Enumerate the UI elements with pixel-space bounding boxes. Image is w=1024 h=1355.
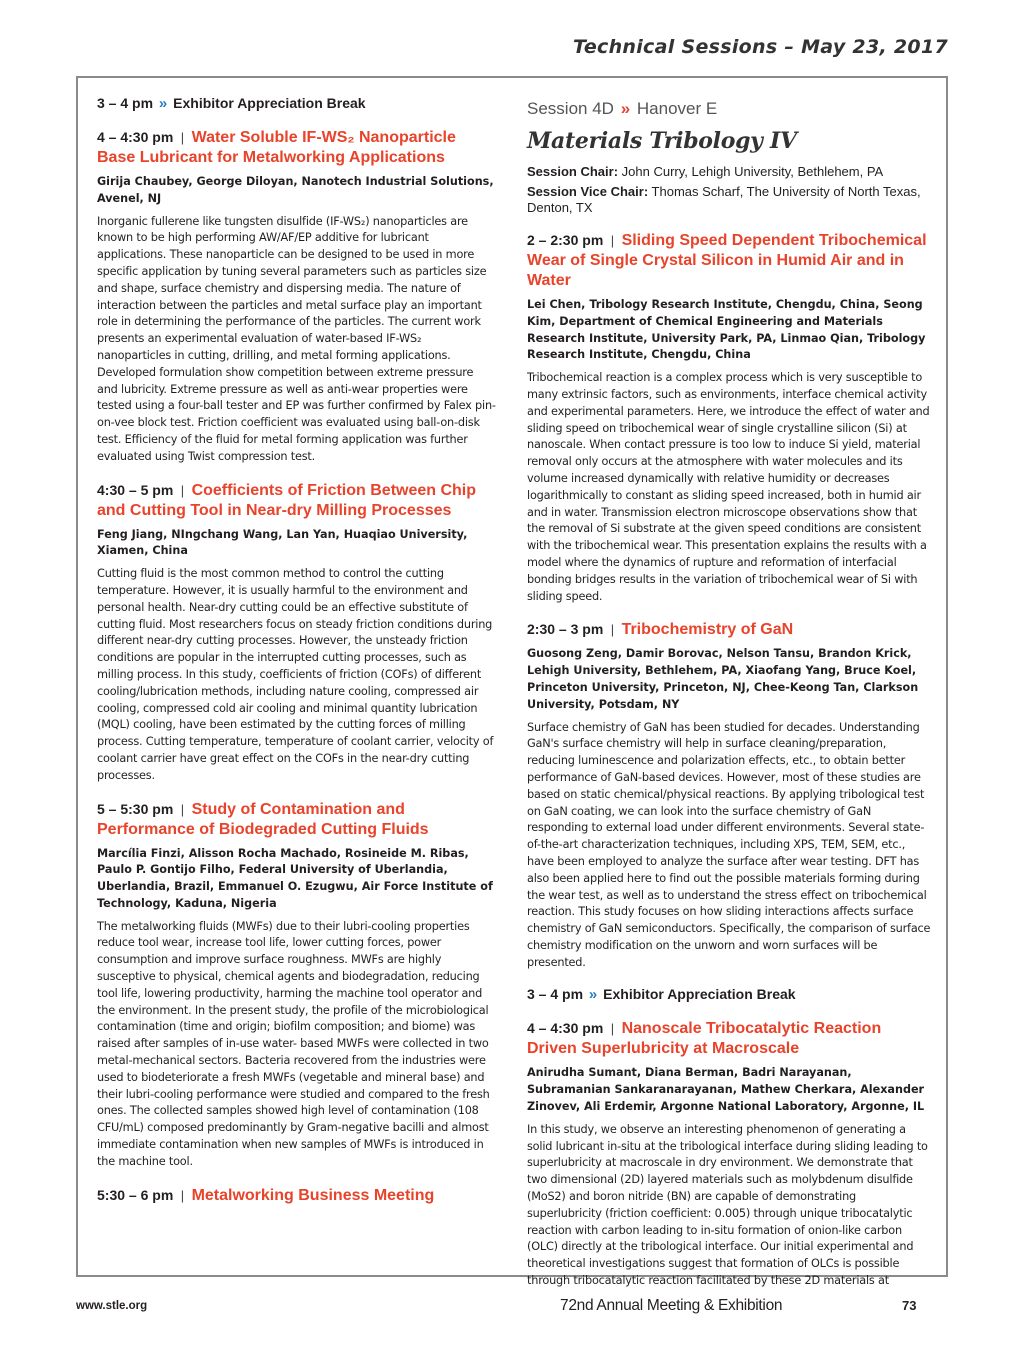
page-header-title: Technical Sessions – May 23, 2017 <box>573 36 948 58</box>
talk-item <box>527 619 931 971</box>
content-frame <box>76 76 948 1288</box>
right-column <box>527 94 931 1304</box>
talk-abstract: Tribochemical reaction is a complex process which is very susceptible to many extrinsic factors, such as environments, interface chemical activity and experimental parameters. Here, we introduce the effect of water and sliding speed on tribochemical wear of single crystalline silicon (Si) at nanoscale. When contact pressure is too low to induce Si yield, material removal only occurs at the atmosphere with water molecules and its volume increased dynamically with relative humidity or decreases logarithmically to constant as sliding speed increased, both in humid air and in water. Transmission electron microscope observations show that the removal of Si substrate at the given speed conditions are consistent with the tribochemical wear. This presentation explains the results with a model where the dynamics of rupture and reformation of interfacial bonding bridges results in the variation of tribochemical wear of Si with sliding speed. <box>527 371 930 603</box>
talk-title: Metalworking Business Meeting <box>191 1186 435 1204</box>
talk-authors: Girija Chaubey, George Diloyan, Nanotech Industrial Solutions, Avenel, NJ <box>97 175 494 205</box>
talk-abstract: Cutting fluid is the most common method to control the cutting temperature. However, it is usually harmful to the environment and personal health. Near-dry cutting could be an effective substitute of cutting fluid. Most researchers focus on steady friction conditions during different near-dry cutting processes. However, the unsteady friction conditions are popular in the interrupted cutting processes, such as milling process. In this study, coefficients of friction (COFs) of different cooling/lubrication methods, including nature cooling, compressed air cooling, compressed cold air cooling and minimal quantity lubrication (MQL) cooling, have been estimated by the cutting forces of milling process. Cutting temperature, temperature of coolant carrier, velocity of coolant carrier have great effect on the COFs in the near-dry cutting processes. <box>97 567 494 782</box>
talk-item <box>97 480 497 785</box>
vice-chair-value: Thomas Scharf, The University of North Texas, Denton, TX <box>527 184 921 215</box>
talk-item <box>527 230 931 605</box>
separator-icon: | <box>180 1187 185 1203</box>
talk-time: 2:30 – 3 pm <box>527 621 604 638</box>
session-label: Session <box>527 99 588 118</box>
session-number: 4D <box>592 99 614 118</box>
separator-icon: | <box>610 622 615 638</box>
chair-label: Session Chair: <box>527 164 619 179</box>
break-label: Exhibitor Appreciation Break <box>603 986 796 1003</box>
separator-icon: | <box>610 1021 615 1037</box>
talk-title: Nanoscale Tribocatalytic Reaction Driven Superlubricity at Macroscale <box>527 1020 882 1058</box>
talk-title: Tribochemistry of GaN <box>621 621 794 639</box>
talk-abstract: In this study, we observe an interesting phenomenon of generating a solid lubricant in-situ at the tribological interface during sliding leading to superlubricity at macroscale in dry environment. We demonstrate that two dimensional (2D) layered materials such as molybdenum disulfide (MoS2) and boron nitride (BN) are capable of demonstrating superlubricity (friction coefficient: 0.005) through unique tribocatalytic reaction with carbon leading to in-situ formation of onion-like carbon (OLC) directly at the tribological interface. Our initial experimental and theoretical investigations suggest that formation of OLCs is possible through tribocatalytic reaction facilitated by these 2D materials at <box>527 1122 928 1288</box>
talk-abstract: The metalworking fluids (MWFs) due to their lubri-cooling properties reduce tool wear, increase tool life, lower cutting forces, power consumption and improve surface roughness. MWFs are highly susceptive to physical, chemical agents and biodegradation, reducing tool life, lowering productivity, harming the machine tool operator and the environment. In the present study, the profile of the microbiological contamination (time and origin; biofilm composition; and biome) was raised after samples of in-use water- based MWFs were collected in two metal-mechanical sectors. Bacteria recovered from the industries were used to biodeteriorate a fresh MWFs (vegetable and mineral base) and their lubri-cooling performance were studied and compared to the fresh ones. The collected samples showed high level of contamination (108 CFU/mL) composed predominantly by Gram-negative bacilli and almost immediate contamination when new samples of MWFs is introduced in the machine tool. <box>97 919 490 1168</box>
talk-time: 5 – 5:30 pm <box>97 800 174 817</box>
talk-item <box>97 799 497 1171</box>
talk-authors: Feng Jiang, NIngchang Wang, Lan Yan, Huaqiao University, Xiamen, China <box>97 527 468 558</box>
talk-title: Coefficients of Friction Between Chip and Cutting Tool in Near-dry Milling Processes <box>97 481 477 519</box>
session-title: Materials Tribology IV <box>527 128 797 154</box>
arrow-icon: » <box>158 95 168 112</box>
left-column <box>97 94 497 1220</box>
talk-time: 4:30 – 5 pm <box>97 481 174 498</box>
vice-chair-label: Session Vice Chair: <box>527 184 649 199</box>
session-room: Hanover E <box>636 99 718 118</box>
talk-time: 4 – 4:30 pm <box>97 129 174 145</box>
talk-item <box>527 1018 931 1289</box>
chair-value: John Curry, Lehigh University, Bethlehem, PA <box>621 164 884 179</box>
talk-time: 5:30 – 6 pm <box>97 1186 174 1203</box>
talk-time: 4 – 4:30 pm <box>527 1020 604 1037</box>
page-number: 73 <box>902 1298 917 1313</box>
talk-time: 2 – 2:30 pm <box>527 232 604 248</box>
talk-title: Sliding Speed Dependent Tribochemical Wear of Single Crystal Silicon in Humid Air and in Water <box>527 232 927 289</box>
break-item <box>97 94 497 113</box>
break-label: Exhibitor Appreciation Break <box>173 95 366 111</box>
talk-item <box>97 127 497 466</box>
separator-icon: | <box>180 801 185 817</box>
arrow-icon: » <box>588 986 598 1004</box>
talk-authors: Marcília Finzi, Alisson Rocha Machado, Rosineide M. Ribas, Paulo P. Gontijo Filho, Federal University of Uberlandia, Uberlandia, Brazil, Emmanuel O. Ezugwu, Air Force Institute of Technology, Kaduna, Nigeria <box>97 846 493 910</box>
footer-event-name: 72nd Annual Meeting & Exhibition <box>560 1297 783 1314</box>
break-item <box>527 985 931 1004</box>
footer-url-link[interactable]: www.stle.org <box>76 1300 148 1312</box>
talk-authors: Lei Chen, Tribology Research Institute, Chengdu, China, Seong Kim, Department of Chemical Engineering and Materials Research Institute, University Park, PA, Linmao Qian, Tribology Research Institute, Chengdu, China <box>527 298 926 362</box>
break-time: 3 – 4 pm <box>527 986 584 1003</box>
talk-authors: Guosong Zeng, Damir Borovac, Nelson Tansu, Brandon Krick, Lehigh University, Bethlehem, PA, Xiaofang Yang, Bruce Koel, Princeton University, Princeton, NJ, Chee-Keong Tan, Clarkson University, Potsdam, NY <box>527 647 919 711</box>
talk-title: Water Soluble IF-WS₂ Nanoparticle Base Lubricant for Metalworking Applications <box>97 129 456 166</box>
talk-abstract: Surface chemistry of GaN has been studied for decades. Understanding GaN's surface chemistry will help in surface cleaning/preparation, reducing luminescence and polarization effects, etc., to obtain better performance of GaN-based devices. However, most of these studies are based on static chemical/physical reactions. By applying tribological test on GaN coating, we can look into the surface chemistry of GaN responding to external load under different environments. Several state-of-the-art characterization techniques, including XPS, TEM, SEM, etc., have been employed to analyze the surface after wear testing. DFT has also been applied here to find out the possible materials forming during the wear test, as well as to understand the stress effect on tribochemical reaction. This study focuses on how sliding interactions affects surface chemistry of GaN semiconductors. Specifically, the comparison of surface chemistry modification on the unworn and worn surfaces will be presented. <box>527 720 931 969</box>
talk-authors: Anirudha Sumant, Diana Berman, Badri Narayanan, Subramanian Sankaranarayanan, Mathew Cherkara, Alexander Zinovev, Ali Erdemir, Argonne National Laboratory, Argonne, IL <box>527 1066 925 1114</box>
separator-icon: | <box>610 233 615 248</box>
talk-abstract: Inorganic fullerene like tungsten disulfide (IF-WS₂) nanoparticles are known to be high performing AW/AF/EP additive for lubricant applications. These nanoparticle can be designed to be used in more specific application by tuning several parameters such as particles size and shape, surface chemistry and dispersing media. The nature of interaction between the particles and metal surface play an important role in determining the performance of the particles. The current work presents an experimental evaluation of water-based IF-WS₂ nanoparticles in cutting, drilling, and metal forming applications. Developed formulation show competition between extreme pressure and lubricity. Extreme pressure as well as anti-wear properties were tested using a four-ball tester and EP was further confirmed by Falex pin-on-vee block test. Friction coefficient was evaluated using ball-on-disk test. Efficiency of the fluid for metal forming application was further evaluated using Twist compression test. <box>97 214 496 463</box>
separator-icon: | <box>180 482 185 498</box>
talk-title: Study of Contamination and Performance of Biodegraded Cutting Fluids <box>97 800 429 838</box>
session-chair <box>527 164 931 180</box>
arrow-icon: » <box>620 99 631 118</box>
separator-icon: | <box>180 130 185 145</box>
break-time: 3 – 4 pm <box>97 95 154 111</box>
session-heading <box>527 98 931 120</box>
talk-item <box>97 1185 497 1206</box>
session-vice-chair <box>527 184 931 216</box>
